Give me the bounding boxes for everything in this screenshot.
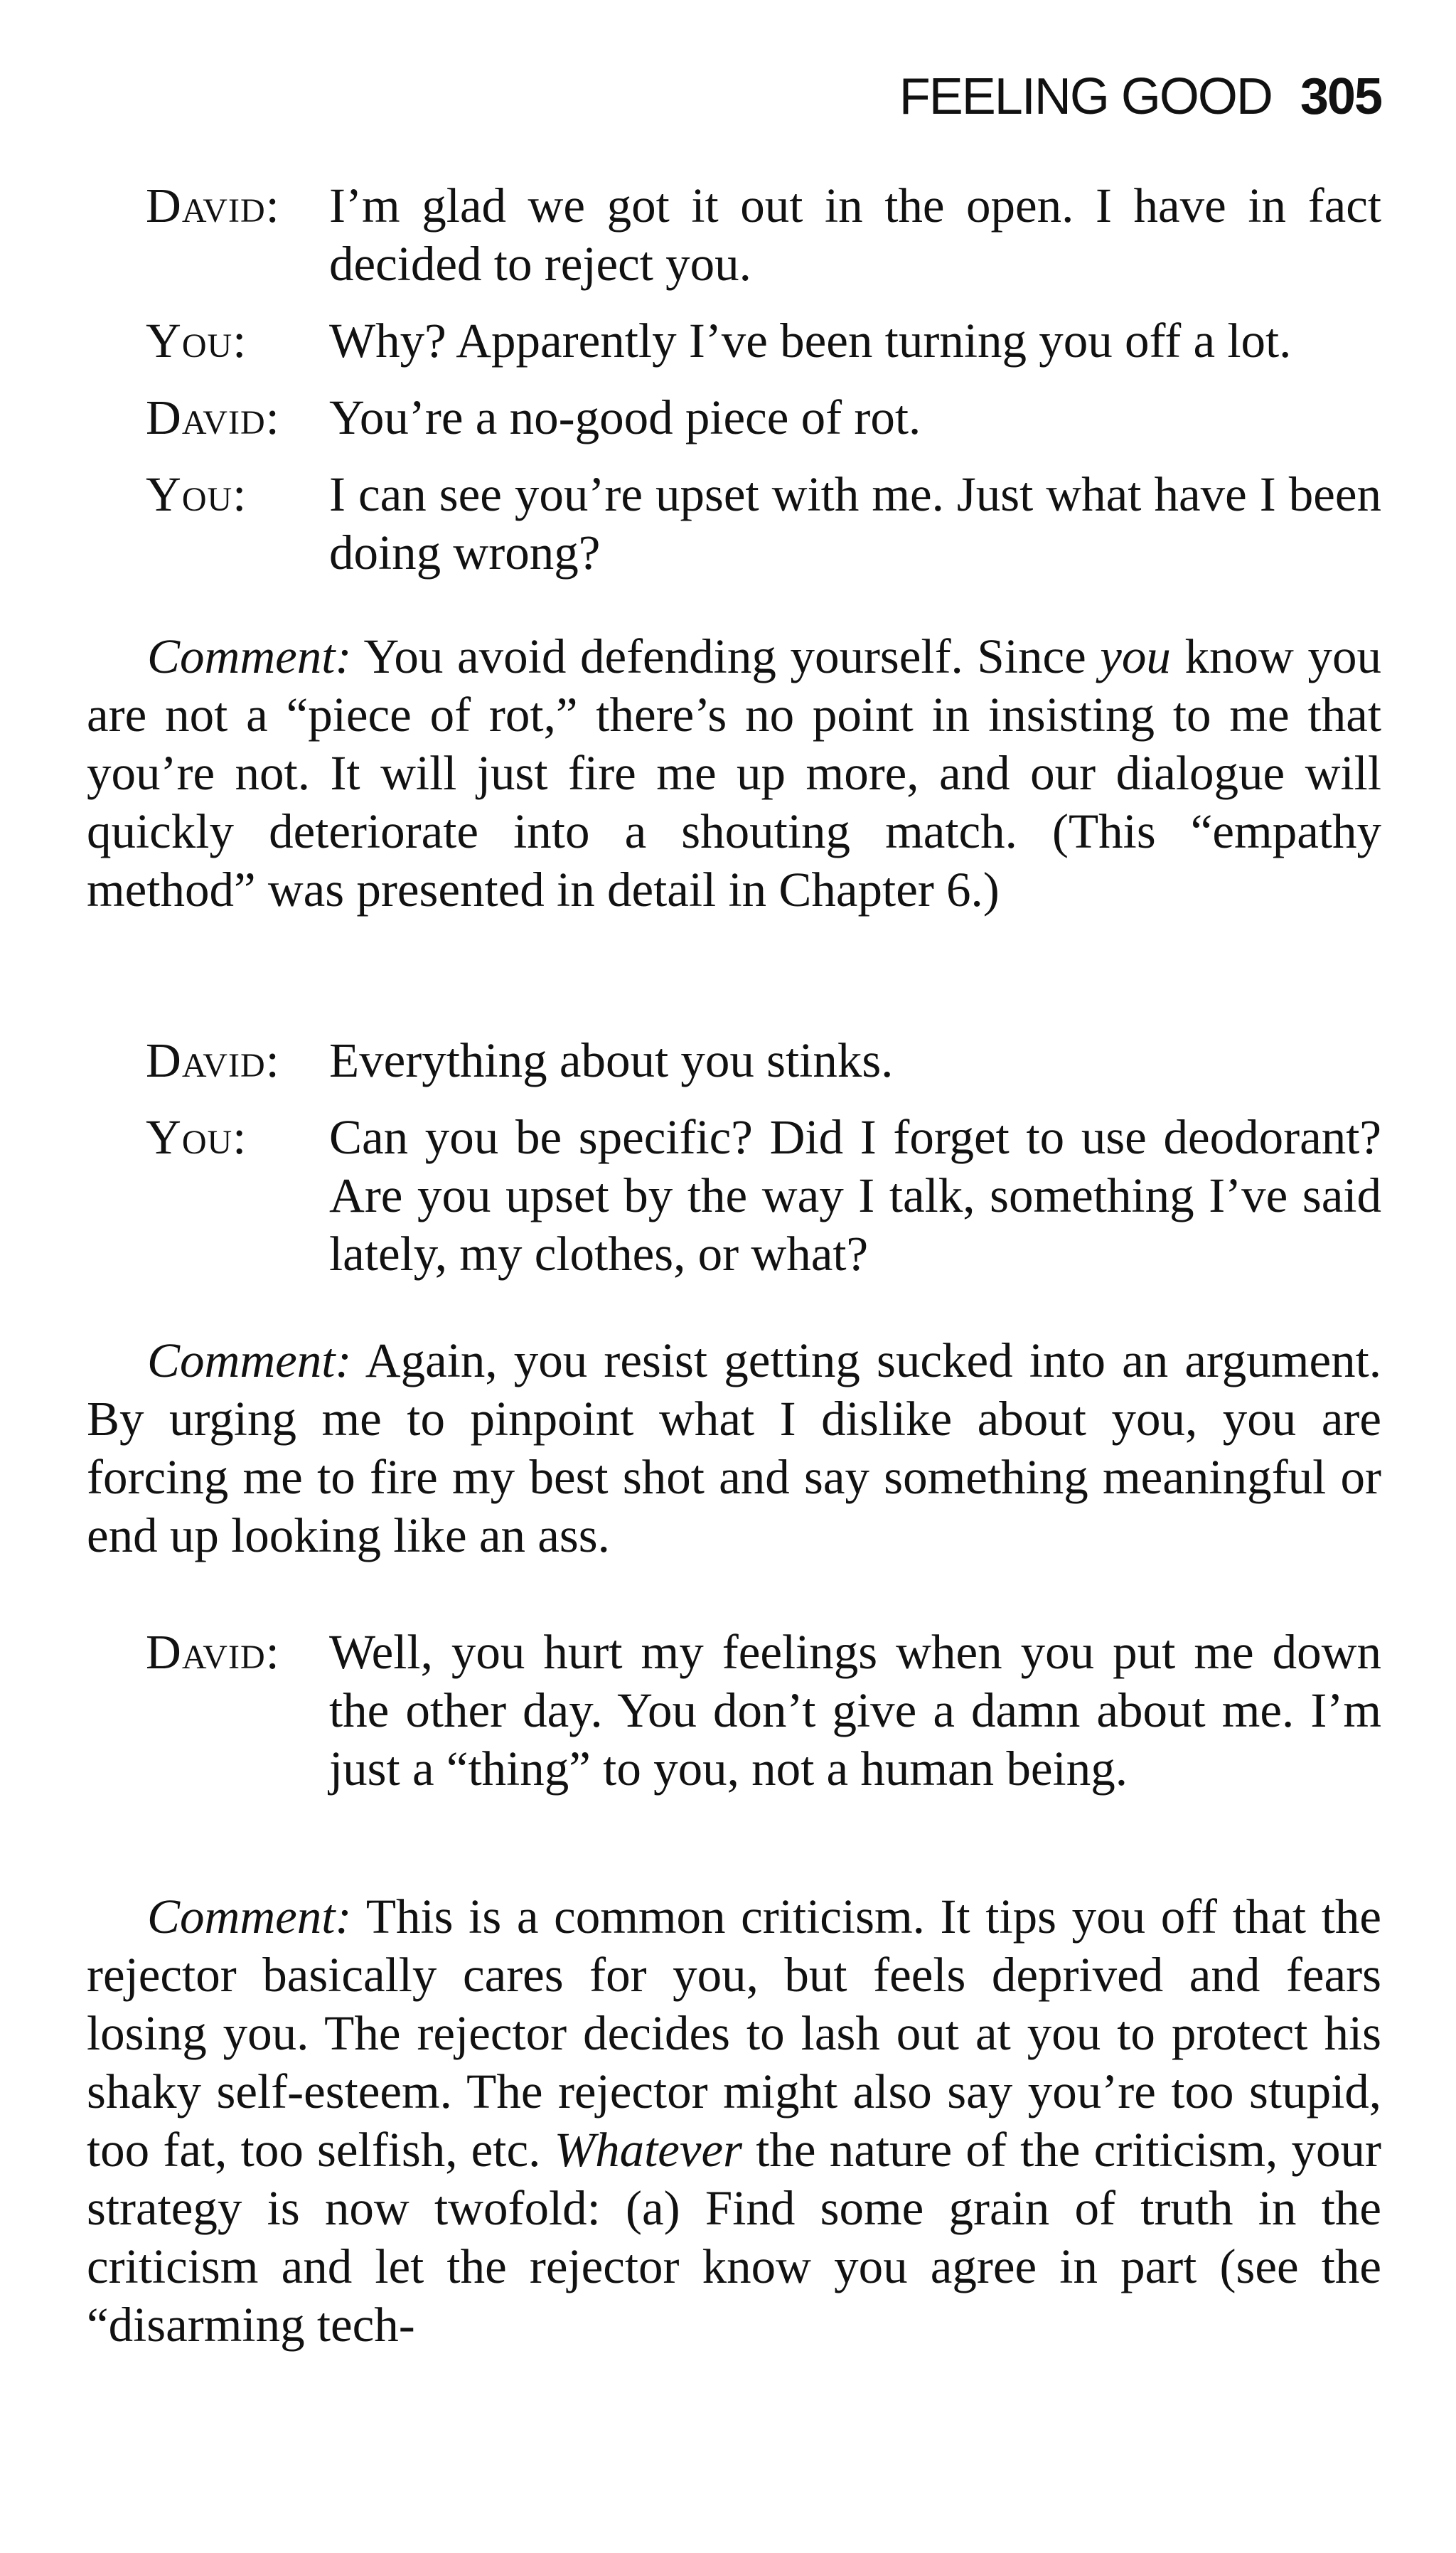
comment-paragraph-2 bbox=[87, 1331, 1381, 1565]
comment-text: know you are not a “piece of rot,” there’s no point in insisting to me that you’re not. It will just fire me up more, and our dialogue will quickly deteriorate into a shouting match. (This “empathy method” was presented in detail in Chapter 6.) bbox=[87, 629, 1381, 917]
comment-emphasis: you bbox=[1100, 629, 1171, 683]
speaker-label: David: bbox=[146, 1033, 280, 1087]
speaker-label: David: bbox=[146, 178, 280, 233]
speaker-label: You: bbox=[146, 1110, 247, 1164]
comment-text: This is a common criticism. It tips you off that the rejector basically cares for you, but feels deprived and fears losing you. The rejector decides to lash out at you to protect his shaky self-esteem. The rejector might also say you’re too stupid, too fat, too selfish, etc. bbox=[87, 1890, 1381, 2177]
speech-text: Can you be specific? Did I forget to use deodorant? Are you upset by the way I talk, something I’ve said lately, my clothes, or what? bbox=[329, 1110, 1381, 1281]
running-title: FEELING GOOD bbox=[899, 68, 1272, 125]
dialogue-line bbox=[146, 1623, 1381, 1798]
speech-text: Why? Apparently I’ve been turning you off a lot. bbox=[329, 314, 1292, 368]
speaker-label: David: bbox=[146, 1625, 280, 1679]
comment-text: Again, you resist getting sucked into an argument. By urging me to pinpoint what I dislike about you, you are forcing me to fire my best shot and say something meaningful or end up looking like an ass. bbox=[87, 1333, 1381, 1562]
dialogue-line bbox=[146, 311, 1381, 370]
speaker-label: David: bbox=[146, 390, 280, 444]
comment-paragraph-1 bbox=[87, 627, 1381, 919]
dialogue-line bbox=[146, 176, 1381, 293]
speech-text: I’m glad we got it out in the open. I have in fact decided to reject you. bbox=[329, 178, 1381, 291]
dialogue-line bbox=[146, 465, 1381, 582]
speech-text: Everything about you stinks. bbox=[329, 1033, 894, 1087]
comment-label: Comment: bbox=[147, 1890, 352, 1944]
comment-label: Comment: bbox=[147, 1333, 352, 1387]
dialogue-line bbox=[146, 1108, 1381, 1283]
speech-text: Well, you hurt my feelings when you put me down the other day. You don’t give a damn about me. I’m just a “thing” to you, not a human being. bbox=[329, 1625, 1381, 1796]
speech-text: I can see you’re upset with me. Just what have I been doing wrong? bbox=[329, 467, 1381, 580]
comment-paragraph-3 bbox=[87, 1887, 1381, 2354]
dialogue-block-3 bbox=[146, 1623, 1381, 1816]
comment-text: You avoid defending yourself. Since bbox=[351, 629, 1101, 683]
dialogue-line bbox=[146, 388, 1381, 447]
comment-text: the nature of the criticism, your strategy is now twofold: (a) Find some grain of truth in the criticism and let the rejector know you agree in part (see the “disarming tech- bbox=[87, 2123, 1381, 2352]
page-number: 305 bbox=[1300, 68, 1381, 125]
speaker-label: You: bbox=[146, 314, 247, 368]
dialogue-line bbox=[146, 1031, 1381, 1089]
dialogue-block-2 bbox=[146, 1031, 1381, 1301]
comment-emphasis: Whatever bbox=[554, 2123, 742, 2177]
running-head bbox=[899, 68, 1381, 125]
speech-text: You’re a no-good piece of rot. bbox=[329, 390, 921, 444]
speaker-label: You: bbox=[146, 467, 247, 521]
comment-label: Comment: bbox=[147, 629, 352, 683]
dialogue-block-1 bbox=[146, 176, 1381, 600]
